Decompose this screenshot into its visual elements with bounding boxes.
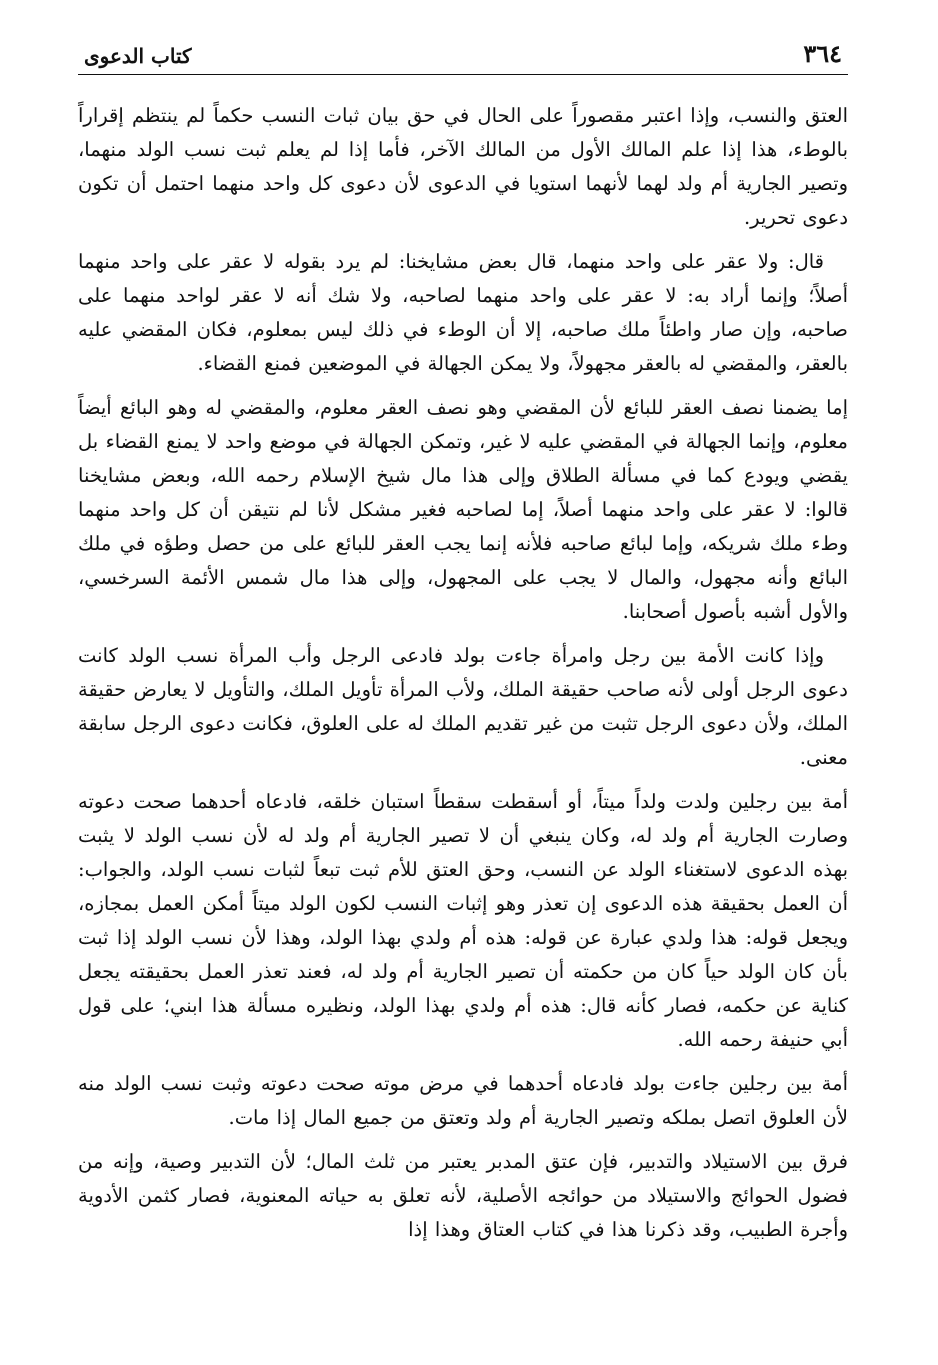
paragraph-1: العتق والنسب، وإذا اعتبر مقصوراً على الحال في حق بيان ثبات النسب حكماً لم ينتظم إقراراً بالوطء، هذا إذا علم المالك الأول من المالك الآخر، فأما إذا لم يعلم ثبت نسب الولد منهما، وتصير الجارية أم ولد لهما لأنهما استويا في الدعوى لأن دعوى كل واحد منهما احتمل أن تكون دعوى تحرير. [78,104,848,229]
paragraph-6: أمة بين رجلين جاءت بولد فادعاه أحدهما في مرض موته صحت دعوته وثبت نسب الولد منه لأن العلوق اتصل بملكه وتصير الجارية أم ولد وتعتق من جميع المال إذا مات. [78,1072,848,1129]
book-page [78,36,848,1346]
book-title: كتاب الدعوى [84,44,192,68]
page-header [78,36,848,68]
paragraph-7: فرق بين الاستيلاد والتدبير، فإن عتق المدبر يعتبر من ثلث المال؛ لأن التدبير وصية، وإنه من فضول الحوائج والاستيلاد من حوائجه الأصلية، لأنه تعلق به حياته المعنوية، فصار كثمن الأدوية وأجرة الطبيب، وقد ذكرنا هذا في كتاب العتاق وهذا إذا [78,1150,848,1241]
header-rule [78,74,848,75]
paragraph-4: وإذا كانت الأمة بين رجل وامرأة جاءت بولد فادعى الرجل وأب المرأة نسب الولد كانت دعوى الرجل أولى لأنه صاحب حقيقة الملك، ولأب المرأة تأويل الملك، والتأويل لا يعارض حقيقة الملك، ولأن دعوى الرجل تثبت من غير تقديم الملك له على العلوق، فكانت دعوى الرجل سابقة معنى. [78,644,848,769]
paragraph-3: إما يضمنا نصف العقر للبائع لأن المقضي وهو نصف العقر معلوم، والمقضي له وهو البائع أيضاً معلوم، وإنما الجهالة في المقضي عليه لا غير، وتمكن الجهالة في موضع واحد لا يمنع القضاء بل يقضي ويودع كما في مسألة الطلاق وإلى هذا مال شيخ الإسلام رحمه الله، وبعض مشايخنا قالوا: لا عقر على واحد منهما أصلاً، إما لصاحبه فغير مشكل لأنا لم نتيقن أن كل واحد منهما وطء ملك شريكه، وإما لبائع صاحبه فلأنه إنما يجب العقر للبائع على من حصل وطؤه في ملك البائع وأنه مجهول، والمال لا يجب على المجهول، وإلى هذا مال شمس الأئمة السرخسي، والأول أشبه بأصول أصحابنا. [78,396,848,623]
paragraph-2: قال: ولا عقر على واحد منهما، قال بعض مشايخنا: لم يرد بقوله لا عقر على واحد منهما أصلاً؛ وإنما أراد به: لا عقر على واحد منهما لصاحبه، ولا شك أنه لا عقر لواحد منهما على صاحبه، وإن صار واطئاً ملك صاحبه، إلا أن الوطء في ذلك ليس بمعلوم، فكان المقضي عليه بالعقر، والمقضي له بالعقر مجهولاً، ولا يمكن الجهالة في الموضعين فمنع القضاء. [78,250,848,375]
paragraph-5: أمة بين رجلين ولدت ولداً ميتاً، أو أسقطت سقطاً استبان خلقه، فادعاه أحدهما صحت دعوته وصارت الجارية أم ولد له، وكان ينبغي أن لا تصير الجارية أم ولد له لأن نسب الولد لا يثبت بهذه الدعوى لاستغناء الولد عن النسب، وحق العتق للأم ثبت تبعاً لثبات نسب الولد، والجواب: أن العمل بحقيقة هذه الدعوى إن تعذر وهو إثبات النسب لكون الولد ميتاً أمكن العمل بمجازه، ويجعل قوله: هذا ولدي عبارة عن قوله: هذه أم ولدي بهذا الولد، وهذا لأن نسب الولد إذا ثبت بأن كان الولد حياً كان من حكمته أن تصير الجارية أم ولد له، فعند تعذر العمل بحقيقته يجعل كناية عن حكمه، فصار كأنه قال: هذه أم ولدي بهذا الولد، ونظيره مسألة هذا ابني؛ على قول أبي حنيفة رحمه الله. [78,790,848,1051]
page-number: ٣٦٤ [803,39,842,68]
page-body [78,99,848,1247]
